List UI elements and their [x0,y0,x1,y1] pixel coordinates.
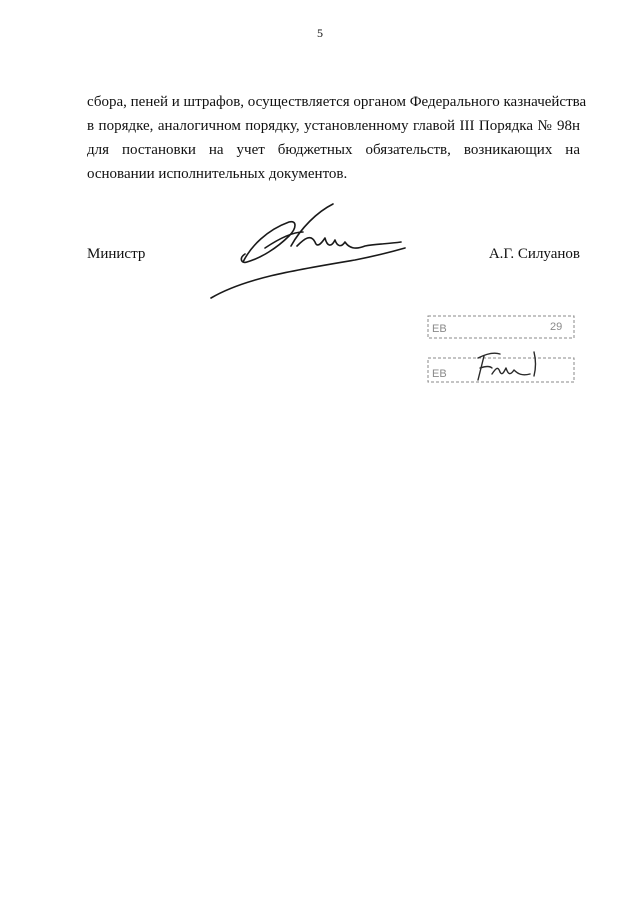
body-line: основании исполнительных документов. [87,166,348,182]
signer-title: Министр [87,246,146,262]
body-line: в порядке, аналогичном порядку, установленному главой III Порядка № 98н [87,118,580,134]
stamp-label-bottom: ЕВ [432,368,447,380]
page-number: 5 [317,26,323,40]
body-line: сбора, пеней и штрафов, осуществляется органом Федерального казначейства [87,94,587,110]
approval-stamp-icon [426,310,576,386]
stamp-number-fragment: 29 [550,321,563,333]
stamp-initials-icon [478,352,536,380]
body-line: для постановки на учет бюджетных обязательств, возникающих на [87,142,580,158]
signer-name: А.Г. Силуанов [488,246,580,262]
handwritten-signature-icon [205,198,415,302]
stamp-label-top: ЕВ [432,323,447,335]
body-paragraph [87,90,587,186]
